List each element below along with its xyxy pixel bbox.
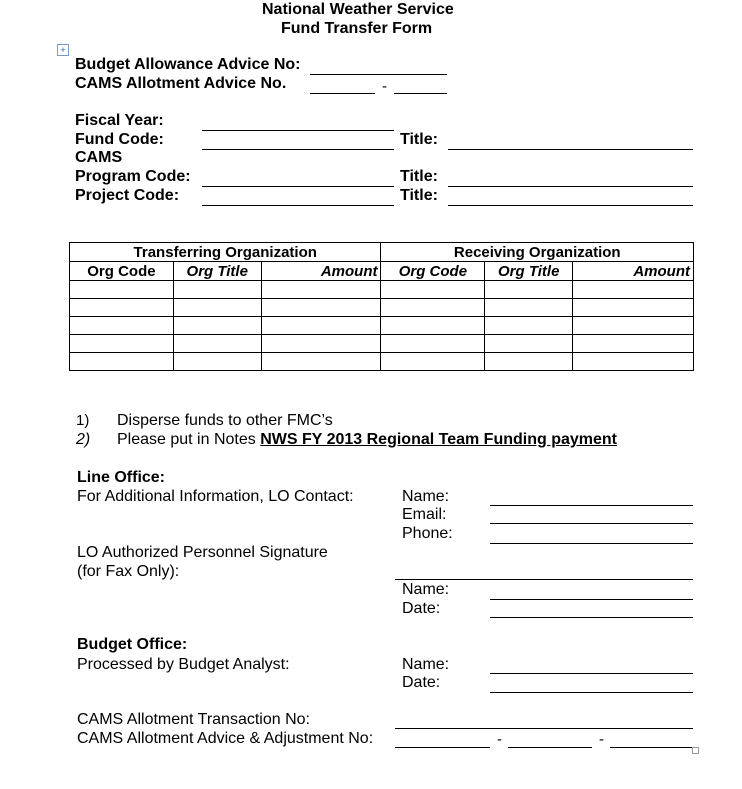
- cams-adjustment-label: CAMS Allotment Advice & Adjustment No:: [77, 730, 374, 747]
- table-cell[interactable]: [261, 299, 381, 317]
- table-cell[interactable]: [573, 299, 694, 317]
- lo-contact-label: For Additional Information, LO Contact:: [77, 488, 354, 505]
- cams-advice-dash: -: [382, 78, 387, 95]
- line-office-heading: Line Office:: [77, 469, 166, 486]
- lo-email-field[interactable]: [490, 523, 693, 524]
- note-text-2: [117, 431, 617, 449]
- lo-sig-date-label: Date:: [402, 600, 441, 617]
- budget-allowance-label: Budget Allowance Advice No:: [75, 56, 301, 73]
- table-cell[interactable]: [70, 335, 174, 353]
- fund-code-field[interactable]: [202, 149, 394, 150]
- receiving-org-header: Receiving Organization: [381, 243, 694, 262]
- table-cell[interactable]: [173, 299, 261, 317]
- bo-date-field[interactable]: [490, 692, 693, 693]
- cams-adjustment-field-1[interactable]: [395, 747, 490, 748]
- table-cell[interactable]: [70, 317, 174, 335]
- table-cell[interactable]: [70, 353, 174, 371]
- table-cell[interactable]: [261, 317, 381, 335]
- fiscal-year-label: Fiscal Year:: [75, 112, 164, 129]
- program-title-field[interactable]: [448, 186, 693, 187]
- cams-label: CAMS: [75, 149, 123, 166]
- table-cell[interactable]: [173, 317, 261, 335]
- lo-name-label: Name:: [402, 488, 450, 505]
- note-number-2: 2): [76, 431, 91, 448]
- fiscal-year-field[interactable]: [202, 130, 394, 131]
- lo-email-label: Email:: [402, 506, 447, 523]
- table-cell[interactable]: [70, 281, 174, 299]
- table-row: [70, 335, 694, 353]
- budget-allowance-field[interactable]: [310, 74, 447, 75]
- fund-title-label: Title:: [400, 131, 438, 148]
- note-text-2-prefix: Please put in Notes: [117, 431, 261, 448]
- table-cell[interactable]: [485, 281, 573, 299]
- cams-adjustment-field-2[interactable]: [508, 747, 592, 748]
- cams-adjustment-dash-1: -: [497, 731, 502, 748]
- cams-advice-field-2[interactable]: [394, 93, 447, 94]
- table-cell[interactable]: [573, 281, 694, 299]
- table-cell[interactable]: [70, 299, 174, 317]
- table-move-handle-icon[interactable]: +: [57, 44, 69, 56]
- table-cell[interactable]: [573, 335, 694, 353]
- form-title: National Weather Service: [262, 1, 454, 18]
- table-cell[interactable]: [381, 353, 485, 371]
- table-row: [70, 317, 694, 335]
- col-org-title: Org Title: [173, 262, 261, 281]
- form-subtitle: Fund Transfer Form: [281, 20, 433, 37]
- note-text-2-emphasis: NWS FY 2013 Regional Team Funding payment: [260, 431, 618, 448]
- col-org-code: Org Code: [70, 262, 174, 281]
- table-cell[interactable]: [485, 317, 573, 335]
- table-cell[interactable]: [485, 353, 573, 371]
- bo-name-label: Name:: [402, 656, 450, 673]
- table-cell[interactable]: [381, 317, 485, 335]
- cams-transaction-label: CAMS Allotment Transaction No:: [77, 711, 310, 728]
- table-cell[interactable]: [485, 299, 573, 317]
- note-number-1: 1): [76, 412, 90, 429]
- lo-phone-field[interactable]: [490, 543, 693, 544]
- cams-adjustment-field-3[interactable]: [610, 747, 693, 748]
- org-transfer-table: [69, 242, 694, 371]
- table-cell[interactable]: [573, 317, 694, 335]
- cams-transaction-field[interactable]: [395, 728, 693, 729]
- lo-signature-field[interactable]: [395, 579, 693, 580]
- cams-advice-field-1[interactable]: [310, 93, 375, 94]
- col-org-code: Org Code: [381, 262, 485, 281]
- lo-signature-label: LO Authorized Personnel Signature: [77, 544, 328, 561]
- table-cell[interactable]: [381, 281, 485, 299]
- program-code-field[interactable]: [202, 186, 394, 187]
- project-code-label: Project Code:: [75, 187, 180, 204]
- note-text-1: Disperse funds to other FMC’s: [117, 412, 333, 429]
- table-cell[interactable]: [173, 353, 261, 371]
- bo-name-field[interactable]: [490, 673, 693, 674]
- program-title-label: Title:: [400, 168, 438, 185]
- processed-by-label: Processed by Budget Analyst:: [77, 656, 290, 673]
- budget-office-heading: Budget Office:: [77, 636, 188, 653]
- col-org-title: Org Title: [485, 262, 573, 281]
- table-cell[interactable]: [485, 335, 573, 353]
- transferring-org-header: Transferring Organization: [70, 243, 381, 262]
- project-title-label: Title:: [400, 187, 438, 204]
- lo-sig-name-field[interactable]: [490, 599, 693, 600]
- cams-adjustment-dash-2: -: [599, 731, 604, 748]
- lo-sig-name-label: Name:: [402, 581, 450, 598]
- table-cell[interactable]: [261, 335, 381, 353]
- fund-title-field[interactable]: [448, 149, 693, 150]
- program-code-label: Program Code:: [75, 168, 191, 185]
- col-amount: Amount: [573, 262, 694, 281]
- fund-code-label: Fund Code:: [75, 131, 164, 148]
- lo-signature-note: (for Fax Only):: [77, 563, 180, 580]
- table-cell[interactable]: [173, 281, 261, 299]
- lo-phone-label: Phone:: [402, 525, 453, 542]
- cams-advice-label: CAMS Allotment Advice No.: [75, 75, 287, 92]
- table-row: [70, 299, 694, 317]
- project-title-field[interactable]: [448, 205, 693, 206]
- lo-sig-date-field[interactable]: [490, 617, 693, 618]
- table-row: [70, 353, 694, 371]
- bo-date-label: Date:: [402, 674, 441, 691]
- lo-name-field[interactable]: [490, 505, 693, 506]
- table-cell[interactable]: [381, 335, 485, 353]
- table-resize-handle-icon[interactable]: [692, 747, 699, 754]
- table-cell[interactable]: [261, 281, 381, 299]
- project-code-field[interactable]: [202, 205, 394, 206]
- table-cell[interactable]: [261, 353, 381, 371]
- table-cell[interactable]: [381, 299, 485, 317]
- table-cell[interactable]: [173, 335, 261, 353]
- col-amount: Amount: [261, 262, 381, 281]
- table-row: [70, 281, 694, 299]
- table-cell[interactable]: [573, 353, 694, 371]
